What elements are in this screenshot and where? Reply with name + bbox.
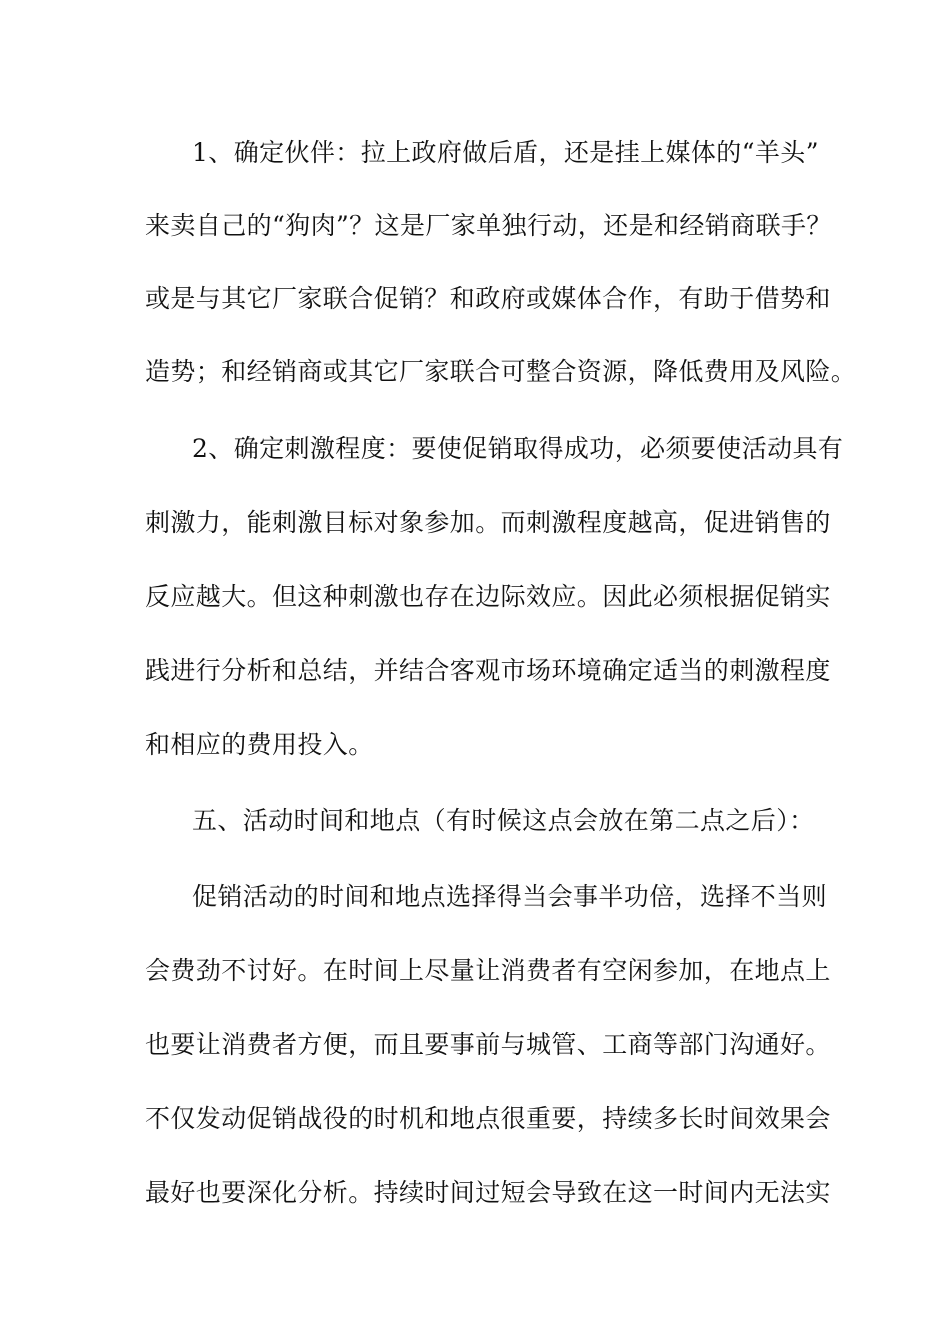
paragraph-3-line-2: 会费劲不讨好。在时间上尽量让消费者有空闲参加，在地点上 — [145, 956, 831, 985]
paragraph-1-line-4: 造势；和经销商或其它厂家联合可整合资源，降低费用及风险。 — [145, 357, 857, 386]
paragraph-3-line-5: 最好也要深化分析。持续时间过短会导致在这一时间内无法实 — [145, 1178, 831, 1207]
paragraph-2-line-4: 践进行分析和总结，并结合客观市场环境确定适当的刺激程度 — [145, 656, 831, 685]
paragraph-1-line-1: 1、确定伙伴：拉上政府做后盾，还是挂上媒体的“羊头” — [192, 138, 819, 167]
paragraph-2-line-2: 刺激力，能刺激目标对象参加。而刺激程度越高，促进销售的 — [145, 508, 831, 537]
paragraph-2-line-5: 和相应的费用投入。 — [145, 730, 374, 759]
paragraph-2-line-1: 2、确定刺激程度：要使促销取得成功，必须要使活动具有 — [192, 434, 844, 463]
paragraph-2-line-3: 反应越大。但这种刺激也存在边际效应。因此必须根据促销实 — [145, 582, 831, 611]
paragraph-3-line-4: 不仅发动促销战役的时机和地点很重要，持续多长时间效果会 — [145, 1104, 831, 1133]
paragraph-1-line-2: 来卖自己的“狗肉”？这是厂家单独行动，还是和经销商联手？ — [145, 211, 832, 240]
section-heading-activity-time-place: 五、活动时间和地点（有时候这点会放在第二点之后）： — [192, 806, 815, 835]
paragraph-3-line-1: 促销活动的时间和地点选择得当会事半功倍，选择不当则 — [192, 882, 828, 911]
paragraph-3-line-3: 也要让消费者方便，而且要事前与城管、工商等部门沟通好。 — [145, 1030, 831, 1059]
paragraph-1-line-3: 或是与其它厂家联合促销？和政府或媒体合作，有助于借势和 — [145, 284, 831, 313]
